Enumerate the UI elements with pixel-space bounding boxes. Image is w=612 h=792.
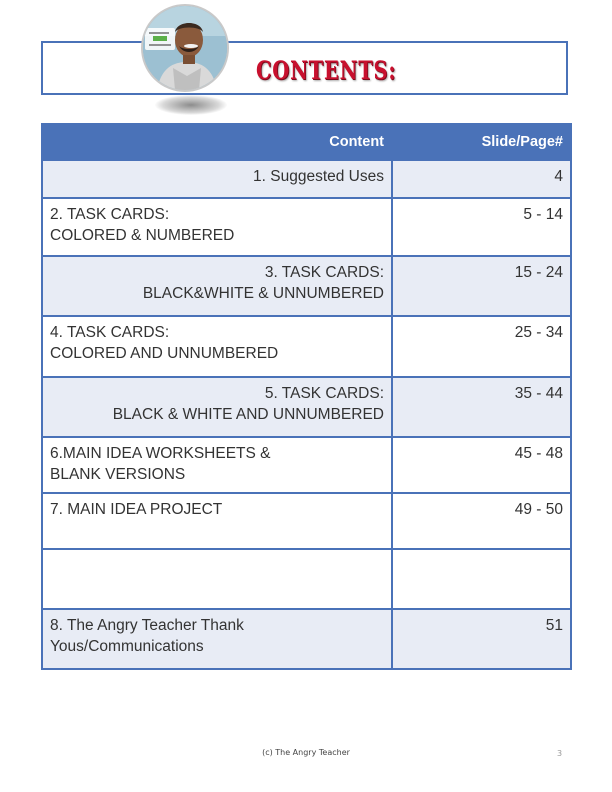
row-content: 5. TASK CARDS: BLACK & WHITE AND UNNUMBERED xyxy=(112,385,384,423)
table-row xyxy=(42,160,571,198)
table-row xyxy=(42,256,571,316)
column-header-page: Slide/Page# xyxy=(392,124,571,160)
table-row xyxy=(42,609,571,669)
row-pages: 25 - 34 xyxy=(392,316,571,377)
row-content: 8. The Angry Teacher Thank Yous/Communications xyxy=(50,617,244,655)
row-content: 1. Suggested Uses xyxy=(253,168,384,185)
row-content: 7. MAIN IDEA PROJECT xyxy=(50,501,223,518)
row-content: 4. TASK CARDS: COLORED AND UNNUMBERED xyxy=(50,324,279,362)
footer-copyright: (c) The Angry Teacher xyxy=(262,748,350,757)
row-pages: 15 - 24 xyxy=(392,256,571,316)
avatar-shadow xyxy=(155,95,227,115)
table-header-row xyxy=(42,124,571,160)
table-row-empty xyxy=(42,549,571,609)
row-pages: 49 - 50 xyxy=(392,493,571,549)
table-row xyxy=(42,437,571,493)
table-row xyxy=(42,198,571,256)
row-pages: 4 xyxy=(392,160,571,198)
page-number: 3 xyxy=(557,749,563,758)
page-title: CONTENTS: xyxy=(256,56,397,85)
row-content: 6.MAIN IDEA WORKSHEETS & BLANK VERSIONS xyxy=(50,445,271,483)
avatar xyxy=(141,4,229,92)
table-row xyxy=(42,377,571,437)
contents-table xyxy=(41,123,572,670)
row-pages: 35 - 44 xyxy=(392,377,571,437)
row-pages: 51 xyxy=(392,609,571,669)
row-content: 3. TASK CARDS: BLACK&WHITE & UNNUMBERED xyxy=(142,264,384,302)
row-content: 2. TASK CARDS: COLORED & NUMBERED xyxy=(50,206,235,244)
table-row xyxy=(42,493,571,549)
row-pages: 45 - 48 xyxy=(392,437,571,493)
column-header-content: Content xyxy=(42,124,392,160)
teacher-portrait-icon xyxy=(143,6,227,90)
table-row xyxy=(42,316,571,377)
row-pages: 5 - 14 xyxy=(392,198,571,256)
row-pages xyxy=(392,549,571,609)
